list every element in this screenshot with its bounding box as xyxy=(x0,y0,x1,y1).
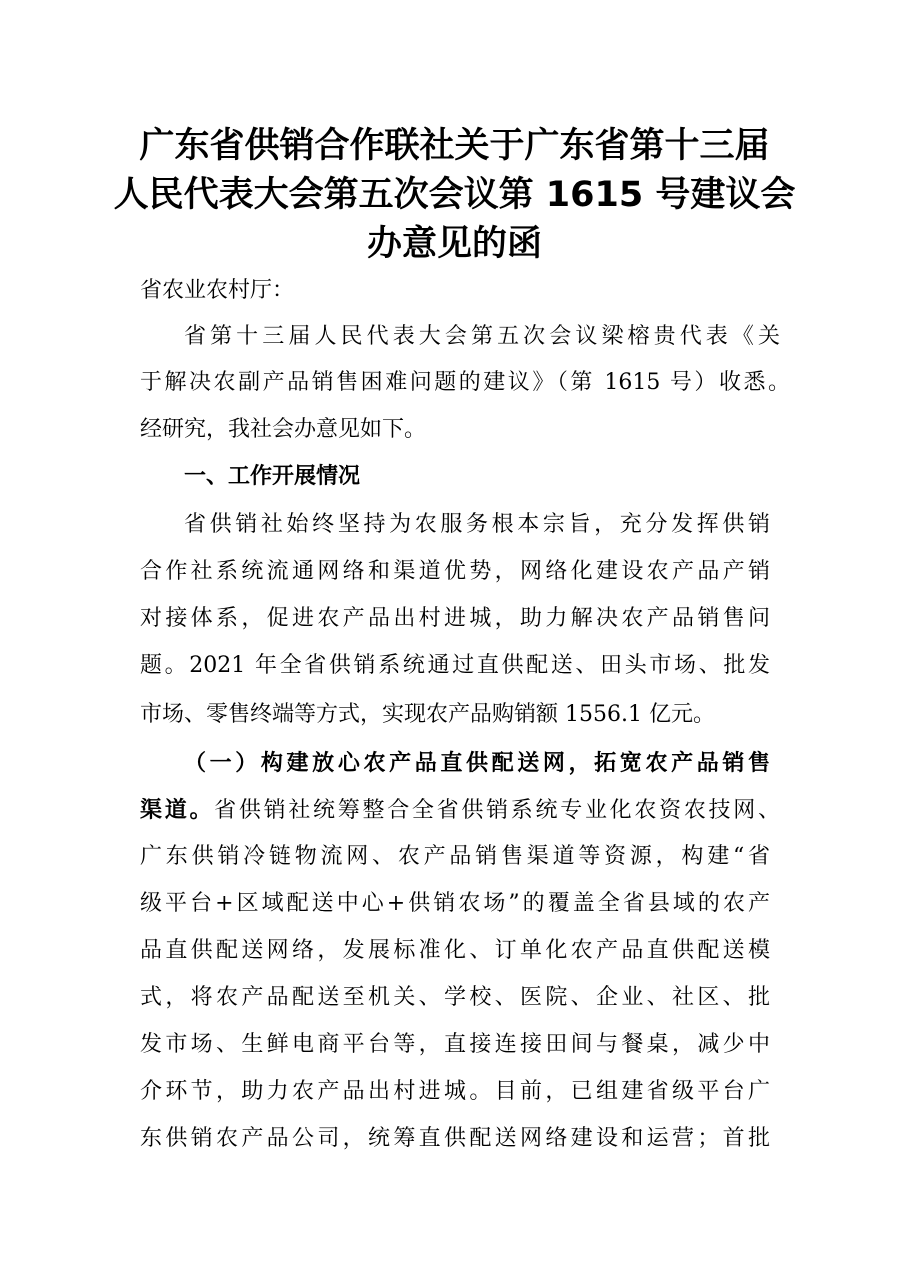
title-line-1: 广东省供销合作联社关于广东省第十三届 xyxy=(139,126,770,166)
title-line-2: 人民代表大会第五次会议第 1615 号建议会 xyxy=(113,175,796,215)
body-line: 省第十三届人民代表大会第五次会议梁榕贵代表《关 xyxy=(184,324,780,349)
body-line: 合作社系统流通网络和渠道优势，网络化建设农产品产销 xyxy=(140,559,770,584)
subsection-lead: 渠道。 xyxy=(140,797,215,823)
body-line: 式，将农产品配送至机关、学校、医院、企业、社区、批 xyxy=(140,985,770,1010)
body-line: 东供销农产品公司，统筹直供配送网络建设和运营；首批 xyxy=(140,1126,770,1151)
body-line: 省供销社始终坚持为农服务根本宗旨，充分发挥供销 xyxy=(184,512,770,537)
subsection-heading: （一）构建放心农产品直供配送网，拓宽农产品销售 xyxy=(184,750,770,776)
body-line: 广东供销冷链物流网、农产品销售渠道等资源，构建“省 xyxy=(140,844,770,869)
section-heading: 一、工作开展情况 xyxy=(184,464,361,489)
title-line-3: 办意见的函 xyxy=(366,224,542,264)
body-line: 题。2021 年全省供销系统通过直供配送、田头市场、批发 xyxy=(140,653,770,678)
body-line: 于解决农副产品销售困难问题的建议》（第 1615 号）收悉。 xyxy=(140,370,790,395)
body-line: 品直供配送网络，发展标准化、订单化农产品直供配送模 xyxy=(140,938,770,963)
body-line: 发市场、生鲜电商平台等，直接连接田间与餐桌，减少中 xyxy=(140,1032,770,1057)
body-line xyxy=(140,795,780,826)
body-line: 市场、零售终端等方式，实现农产品购销额 1556.1 亿元。 xyxy=(140,702,715,727)
body-line: 对接体系，促进农产品出村进城，助力解决农产品销售问 xyxy=(140,606,770,631)
document-title xyxy=(100,122,809,269)
body-line: 级平台+区域配送中心+供销农场”的覆盖全省县域的农产 xyxy=(140,891,770,916)
salutation: 省农业农村厅： xyxy=(140,278,295,303)
body-line-rest: 省供销社统筹整合全省供销系统专业化农资农技网、 xyxy=(214,798,780,823)
body-line: 经研究，我社会办意见如下。 xyxy=(140,417,427,442)
body-line: 介环节，助力农产品出村进城。目前，已组建省级平台广 xyxy=(140,1079,770,1104)
